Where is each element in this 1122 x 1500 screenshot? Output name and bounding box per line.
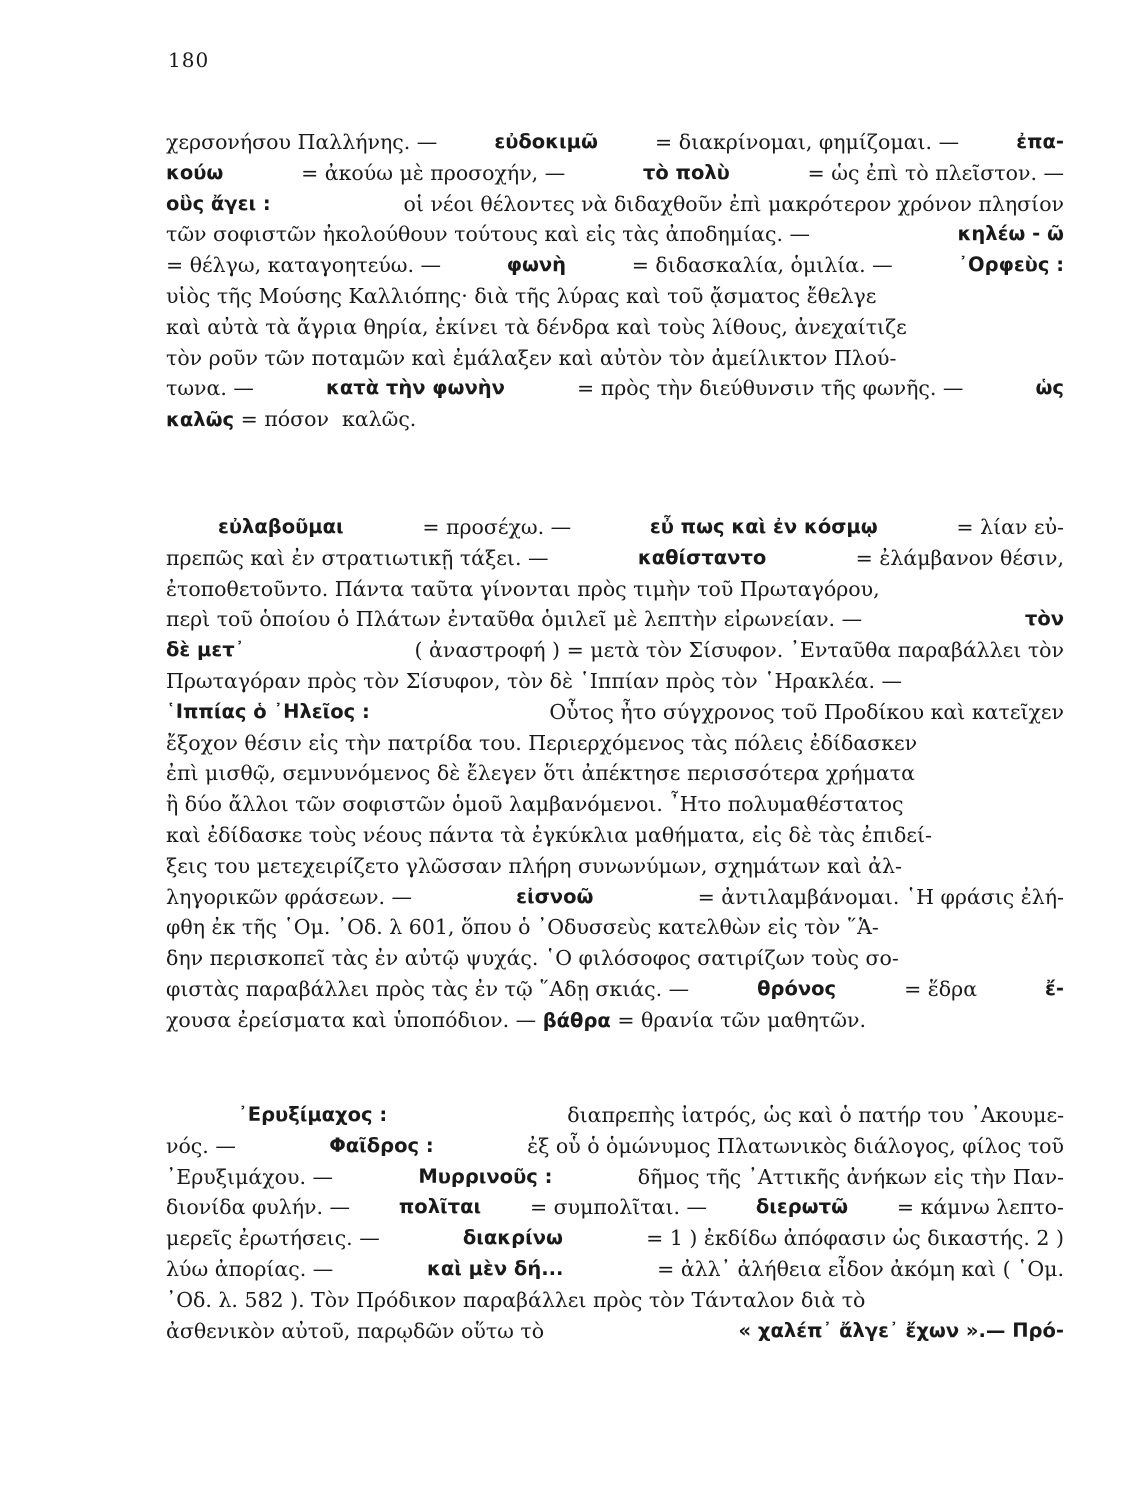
text-line [166,912,1064,943]
text-line [166,882,1064,913]
text-line [166,219,1064,250]
text-line [166,1192,1064,1223]
headword: θρόνος [757,976,837,1000]
text-run: Πρωταγόραν πρὸς τὸν Σίσυφον, τὸν δὲ ῾Ιππίαν πρὸς τὸν ῾Ηρακλέα. — [166,668,903,693]
text-run: μερεῖς ἐρωτήσεις. — [166,1226,387,1251]
headword: εὖ πως καὶ ἐν κόσμῳ [649,515,878,538]
text-run: = πόσον καλῶς. [234,407,417,432]
text-line [166,250,1064,281]
text-line [166,1162,1064,1193]
text-run: ἐτοποθετοῦντο. Πάντα ταῦτα γίνονται πρὸς τιμὴν τοῦ Πρωταγόρου, [166,576,880,601]
headword: εὐδοκιμῶ [494,130,598,153]
text-run: ᾿Ερυξιμάχου. — [166,1164,340,1189]
text-line [166,728,1064,759]
text-line [166,574,1064,605]
headword: διακρίνω [462,1226,563,1250]
text-run: τωνα. — [166,376,261,401]
text-line [166,1100,1064,1131]
text-run: = ἐλάμβανον θέσιν, [849,545,1064,570]
headword: κατὰ τὴν φωνὴν [326,376,505,400]
text-run: = προσέχω. — [415,515,578,539]
text-run: οἱ νέοι θέλοντες νὰ διδαχθοῦν ἐπὶ μακρότερον χρόνον πλησίον [397,191,1064,216]
text-line [166,281,1064,312]
paragraph-3 [166,1100,1064,1346]
text-line [166,1254,1064,1285]
text-run: χουσα ἐρείσματα καὶ ὑποπόδιον. — [166,1007,543,1032]
text-run: Οὗτος ἦτο σύγχρονος τοῦ Προδίκου καὶ κατεῖχεν [542,699,1064,724]
text-line [166,373,1064,404]
text-run: = ἀλλ᾿ ἀλήθεια εἶδον ἀκόμη καὶ ( ῾Ομ. [650,1256,1064,1281]
headword: « χαλέπ᾿ ἄλγε᾿ ἔχων ».— Πρό- [738,1318,1064,1342]
text-run: ἐπὶ μισθῷ, σεμνυνόμενος δὲ ἔλεγεν ὅτι ἀπέκτησε περισσότερα χρήματα [166,761,915,786]
text-line [166,697,1064,728]
headword: ᾿Ερυξίμαχος : [238,1103,388,1126]
headword: Μυρρινοῦς : [418,1164,553,1188]
text-line [166,404,1064,436]
text-line [166,666,1064,697]
headword: καὶ μὲν δή... [427,1256,564,1280]
text-run: τὸν ροῦν τῶν ποταμῶν καὶ ἐμάλαξεν καὶ αὐτὸν τὸν ἀμείλικτον Πλού- [166,345,897,370]
text-run: = διακρίνομαι, φημίζομαι. — [648,130,966,154]
headword: πολῖται [398,1195,482,1219]
headword: κηλέω - ῶ [957,222,1064,246]
text-run: = ἀκούω μὲ προσοχήν, — [294,160,572,185]
text-line [166,943,1064,974]
text-run: = θέλγω, καταγοητεύω. — [166,253,448,278]
text-run: = 1 ) ἐκδίδω ἀπόφασιν ὡς δικαστής. 2 ) [639,1226,1064,1251]
text-run: καὶ ἐδίδασκε τοὺς νέους πάντα τὰ ἐγκύκλια μαθήματα, εἰς δὲ τὰς ἐπιδεί- [166,822,932,847]
text-run: δην περισκοπεῖ τὰς ἐν αὐτῷ ψυχάς. ῾Ο φιλόσοφος σατιρίζων τοὺς σο- [166,946,899,971]
text-run: = ἕδρα [897,976,984,1001]
text-run: χερσονήσου Παλλήνης. — [166,130,444,154]
text-line [166,1131,1064,1162]
text-line [166,1223,1064,1254]
text-run: ἀσθενικὸν αὐτοῦ, παρῳδῶν οὕτω τὸ [166,1318,551,1343]
text-run: = ἀντιλαμβάνομαι. ῾Η φράσις ἐλή- [691,884,1064,909]
text-run: υἱὸς τῆς Μούσης Καλλιόπης· διὰ τῆς λύρας καὶ τοῦ ᾄσματος ἔθελγε [166,283,877,308]
headword: κούω [166,160,224,184]
text-line [166,820,1064,851]
text-line [166,635,1064,666]
text-line [166,851,1064,882]
text-line [166,343,1064,374]
text-run: πρεπῶς καὶ ἐν στρατιωτικῇ τάξει. — [166,545,556,570]
headword: εὐλαβοῦμαι [218,515,344,538]
headword: ῾Ιππίας ὁ ᾿Ηλεῖος : [166,699,370,723]
headword: τὸ πολὺ [642,160,730,184]
text-run: = διδασκαλία, ὁμιλία. — [625,253,900,278]
text-run: τῶν σοφιστῶν ἠκολούθουν τούτους καὶ εἰς τὰς ἀποδημίας. — [166,222,817,247]
text-run: ( ἀναστροφή ) = μετὰ τὸν Σίσυφον. ᾿Ενταῦθα παραβάλλει τὸν [408,638,1064,663]
text-run: διαπρεπὴς ἰατρός, ὡς καὶ ὁ πατήρ του ᾿Ακουμε- [560,1103,1064,1127]
text-line [166,1005,1064,1037]
text-run: διονίδα φυλήν. — [166,1195,357,1220]
headword: βάθρα [542,1008,611,1032]
text-run: νός. — [166,1133,243,1158]
text-run: περὶ τοῦ ὁποίου ὁ Πλάτων ἐνταῦθα ὁμιλεῖ μὲ λεπτὴν εἰρωνείαν. — [166,607,869,632]
headword: καλῶς [166,408,235,432]
text-line [166,974,1064,1005]
paragraph-1 [166,127,1064,436]
headword: ὡς [1035,376,1064,400]
text-run: φιστὰς παραβάλλει πρὸς τὰς ἐν τῷ ῞Αδῃ σκιάς. — [166,976,696,1001]
text-run: = θρανία τῶν μαθητῶν. [610,1007,866,1032]
text-line [166,1316,1064,1347]
text-run: ἐξ οὗ ὁ ὁμώνυμος Πλατωνικὸς διάλογος, φίλος τοῦ [520,1133,1064,1158]
headword: δὲ μετ᾿ [166,638,245,662]
headword: τὸν [1024,607,1064,631]
headword: Φαῖδρος : [329,1133,434,1157]
headword: ᾿Ορφεὺς : [958,253,1064,277]
headword: οὓς ἄγει : [166,191,271,215]
text-line [166,127,1064,158]
text-line [166,158,1064,189]
headword: φωνὴ [506,253,567,277]
text-run: ᾿Οδ. λ. 582 ). Τὸν Πρόδικον παραβάλλει πρὸς τὸν Τάνταλον διὰ τὸ [166,1287,866,1312]
text-line [166,312,1064,343]
headword: καθίσταντο [637,545,767,569]
text-run: ξεις του μετεχειρίζετο γλῶσσαν πλήρη συνωνύμων, σχημάτων καὶ ἀλ- [166,853,902,878]
paragraph-2 [166,512,1064,1037]
headword: εἰσνοῶ [516,884,594,908]
text-line [166,1285,1064,1316]
text-run: φθη ἐκ τῆς ῾Ομ. ᾿Οδ. λ 601, ὅπου ὁ ᾿Οδυσσεὺς κατελθὼν εἰς τὸν ῞Ἁ- [166,915,879,940]
text-run: ἢ δύο ἄλλοι τῶν σοφιστῶν ὁμοῦ λαμβανόμενοι. ῏Ητο πολυμαθέστατος [166,792,904,817]
text-line [166,512,1064,543]
text-run: = πρὸς τὴν διεύθυνσιν τῆς φωνῆς. — [570,376,970,401]
text-line [166,758,1064,789]
page-number: 180 [168,48,210,72]
text-run: ληγορικῶν φράσεων. — [166,884,419,909]
headword: ἐπα- [1016,130,1064,153]
text-run: καὶ αὐτὰ τὰ ἄγρια θηρία, ἐκίνει τὰ δένδρα καὶ τοὺς λίθους, ἀνεχαίτιζε [166,314,907,339]
text-line [166,604,1064,635]
text-run: = κάμνω λεπτο- [890,1195,1064,1220]
text-line [166,189,1064,220]
text-run: λύω ἀπορίας. — [166,1256,340,1281]
text-run: = λίαν εὐ- [949,515,1064,539]
text-run: = συμπολῖται. — [523,1195,714,1220]
text-line [166,543,1064,574]
headword: ἔ- [1045,976,1064,1000]
text-run: ἔξοχον θέσιν εἰς τὴν πατρίδα του. Περιερχόμενος τὰς πόλεις ἐδίδασκεν [166,730,918,755]
headword: διερωτῶ [755,1195,849,1219]
text-line [166,789,1064,820]
text-run: δῆμος τῆς ᾿Αττικῆς ἀνήκων εἰς τὴν Παν- [631,1164,1064,1189]
text-run: = ὡς ἐπὶ τὸ πλεῖστον. — [801,160,1064,185]
